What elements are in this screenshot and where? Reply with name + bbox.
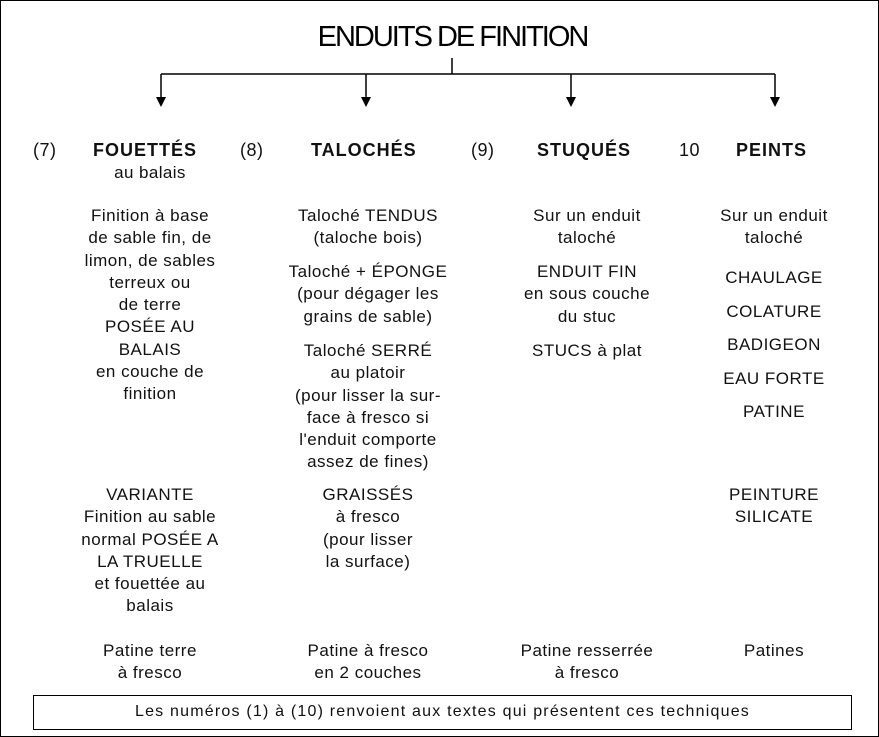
text-line: BALAIS	[118, 339, 182, 359]
column-2-patine	[258, 640, 478, 685]
column-2-eponge	[258, 261, 478, 328]
column-2-number: (8)	[240, 140, 264, 160]
text-line: Patine resserrée	[520, 641, 654, 660]
text-line: Taloché SERRÉ	[303, 341, 433, 360]
text-line: de terre	[118, 295, 182, 315]
branch-connector	[0, 0, 879, 120]
text-line: taloché	[744, 228, 804, 248]
text-line: STUCS à plat	[532, 341, 642, 360]
column-2-name: TALOCHÉS	[311, 140, 417, 160]
text-line: face à fresco si	[306, 407, 430, 427]
text-line: SILICATE	[734, 507, 814, 527]
branch-2-arrowhead	[361, 97, 371, 107]
column-4-techniques	[684, 261, 864, 429]
text-line: l'enduit comporte	[299, 430, 437, 450]
text-line: taloché	[557, 228, 617, 248]
text-line: Patine terre	[103, 641, 197, 660]
text-line: assez de fines)	[307, 452, 429, 472]
text-line: finition	[123, 384, 177, 404]
column-4-patine	[684, 640, 864, 662]
text-line: Taloché + ÉPONGE	[288, 262, 448, 281]
text-line: normal POSÉE A	[81, 529, 219, 549]
column-2-serre	[258, 340, 478, 474]
text-line: en sous couche	[523, 284, 651, 304]
column-2-graisses	[258, 484, 478, 573]
footnote-box: Les numéros (1) à (10) renvoient aux textes qui présentent ces techniques	[33, 695, 852, 730]
text-line: Sur un enduit	[533, 206, 641, 225]
text-line: (pour lisser	[322, 529, 414, 549]
column-4-number: 10	[679, 140, 701, 160]
column-3-number: (9)	[471, 140, 495, 160]
text-line: du stuc	[557, 306, 617, 326]
text-line: au platoir	[330, 363, 406, 383]
text-line: à fresco	[117, 663, 183, 683]
column-1-name: FOUETTÉS	[93, 140, 198, 160]
column-3-name: STUQUÉS	[537, 140, 632, 160]
column-4-base	[684, 205, 864, 250]
column-3-stucs	[487, 340, 687, 362]
diagram-title: ENDUITS DE FINITION	[317, 21, 588, 53]
text-line: GRAISSÉS	[322, 485, 414, 504]
text-line: balais	[126, 596, 174, 616]
text-line: (taloche bois)	[313, 228, 423, 248]
column-1-variant	[50, 484, 250, 618]
text-line: CHAULAGE	[725, 268, 823, 287]
text-line: à fresco	[554, 663, 620, 683]
branch-1-arrowhead	[156, 97, 166, 107]
text-line: en 2 couches	[314, 663, 422, 683]
text-line: limon, de sables	[84, 250, 216, 270]
column-1-number: (7)	[33, 140, 57, 160]
text-line: PATINE	[743, 402, 805, 421]
column-2-tendus	[258, 205, 478, 250]
column-4-name: PEINTS	[736, 140, 808, 160]
text-line: VARIANTE	[106, 485, 194, 504]
text-line: PEINTURE	[729, 485, 819, 504]
text-line: BADIGEON	[727, 335, 821, 354]
column-3-enduit-fin	[487, 261, 687, 328]
text-line: Finition au sable	[83, 507, 217, 527]
text-line: de sable fin, de	[88, 228, 212, 248]
text-line: et fouettée au	[94, 574, 206, 594]
text-line: EAU FORTE	[723, 368, 825, 388]
column-1-description	[50, 205, 250, 406]
text-line: Finition à base	[90, 206, 210, 225]
text-line: POSÉE AU	[105, 317, 195, 337]
column-3-patine	[487, 640, 687, 685]
text-line: Patine à fresco	[307, 641, 429, 660]
text-line: Taloché TENDUS	[298, 206, 438, 225]
column-1-subtitle: au balais	[114, 163, 186, 182]
text-line: ENDUIT FIN	[536, 262, 638, 281]
text-line: terreux ou	[109, 272, 191, 292]
text-line: Patines	[743, 641, 805, 660]
branch-4-arrowhead	[770, 97, 780, 107]
text-line: en couche de	[95, 362, 205, 382]
text-line: COLATURE	[726, 301, 822, 321]
text-line: grains de sable)	[303, 306, 433, 326]
branch-3-arrowhead	[566, 97, 576, 107]
text-line: LA TRUELLE	[97, 551, 203, 571]
text-line: (pour lisser la sur-	[294, 385, 442, 405]
text-line: la surface)	[325, 551, 411, 571]
text-line: à fresco	[335, 507, 401, 527]
text-line: Sur un enduit	[720, 206, 828, 225]
column-1-patine	[50, 640, 250, 685]
column-3-base	[487, 205, 687, 250]
column-4-silicate	[684, 484, 864, 529]
text-line: (pour dégager les	[297, 284, 439, 304]
